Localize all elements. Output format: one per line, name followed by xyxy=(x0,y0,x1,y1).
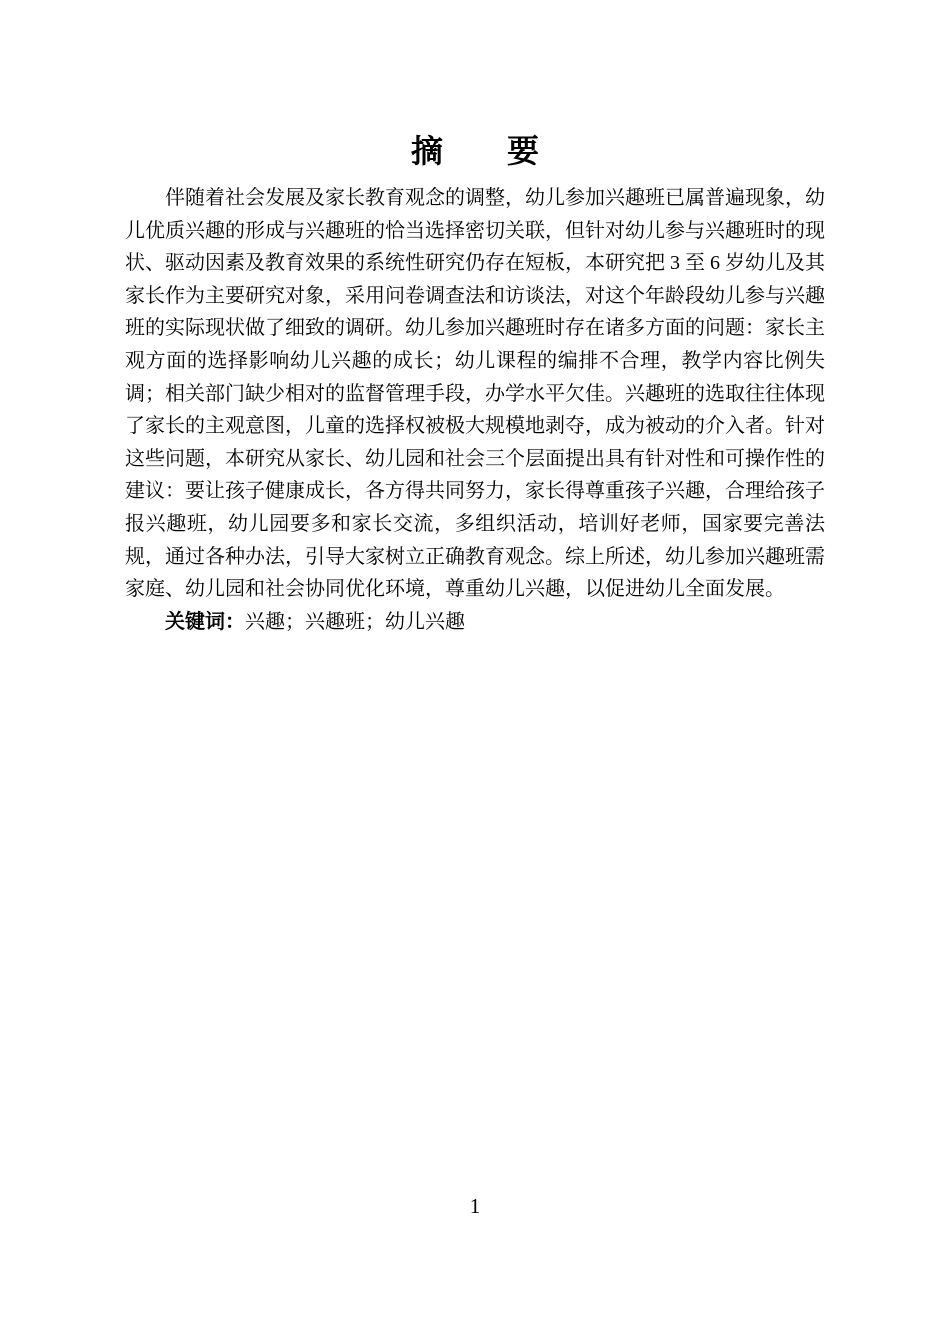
keywords-label: 关键词： xyxy=(165,610,245,633)
page-content xyxy=(125,130,825,638)
page-number: 1 xyxy=(469,1194,481,1218)
abstract-title: 摘 要 xyxy=(410,133,539,169)
keywords-text: 兴趣；兴趣班；幼儿兴趣 xyxy=(245,610,465,633)
keywords-line xyxy=(125,606,825,639)
abstract-paragraph: 伴随着社会发展及家长教育观念的调整，幼儿参加兴趣班已属普遍现象，幼儿优质兴趣的形成与兴趣班的恰当选择密切关联，但针对幼儿参与兴趣班时的现状、驱动因素及教育效果的系统性研究仍存在短板，本研究把 3 至 6 岁幼儿及其家长作为主要研究对象，采用问卷调查法和访谈法，对这个年龄段幼儿参与兴趣班的实际现状做了细致的调研。幼儿参加兴趣班时存在诸多方面的问题：家长主观方面的选择影响幼儿兴趣的成长；幼儿课程的编排不合理，教学内容比例失调；相关部门缺少相对的监督管理手段，办学水平欠佳。兴趣班的选取往往体现了家长的主观意图，儿童的选择权被极大规模地剥夺，成为被动的介入者。针对这些问题，本研究从家长、幼儿园和社会三个层面提出具有针对性和可操作性的建议：要让孩子健康成长，各方得共同努力，家长得尊重孩子兴趣，合理给孩子报兴趣班，幼儿园要多和家长交流，多组织活动，培训好老师，国家要完善法规，通过各种办法，引导大家树立正确教育观念。综上所述，幼儿参加兴趣班需家庭、幼儿园和社会协同优化环境，尊重幼儿兴趣，以促进幼儿全面发展。 xyxy=(125,187,825,601)
